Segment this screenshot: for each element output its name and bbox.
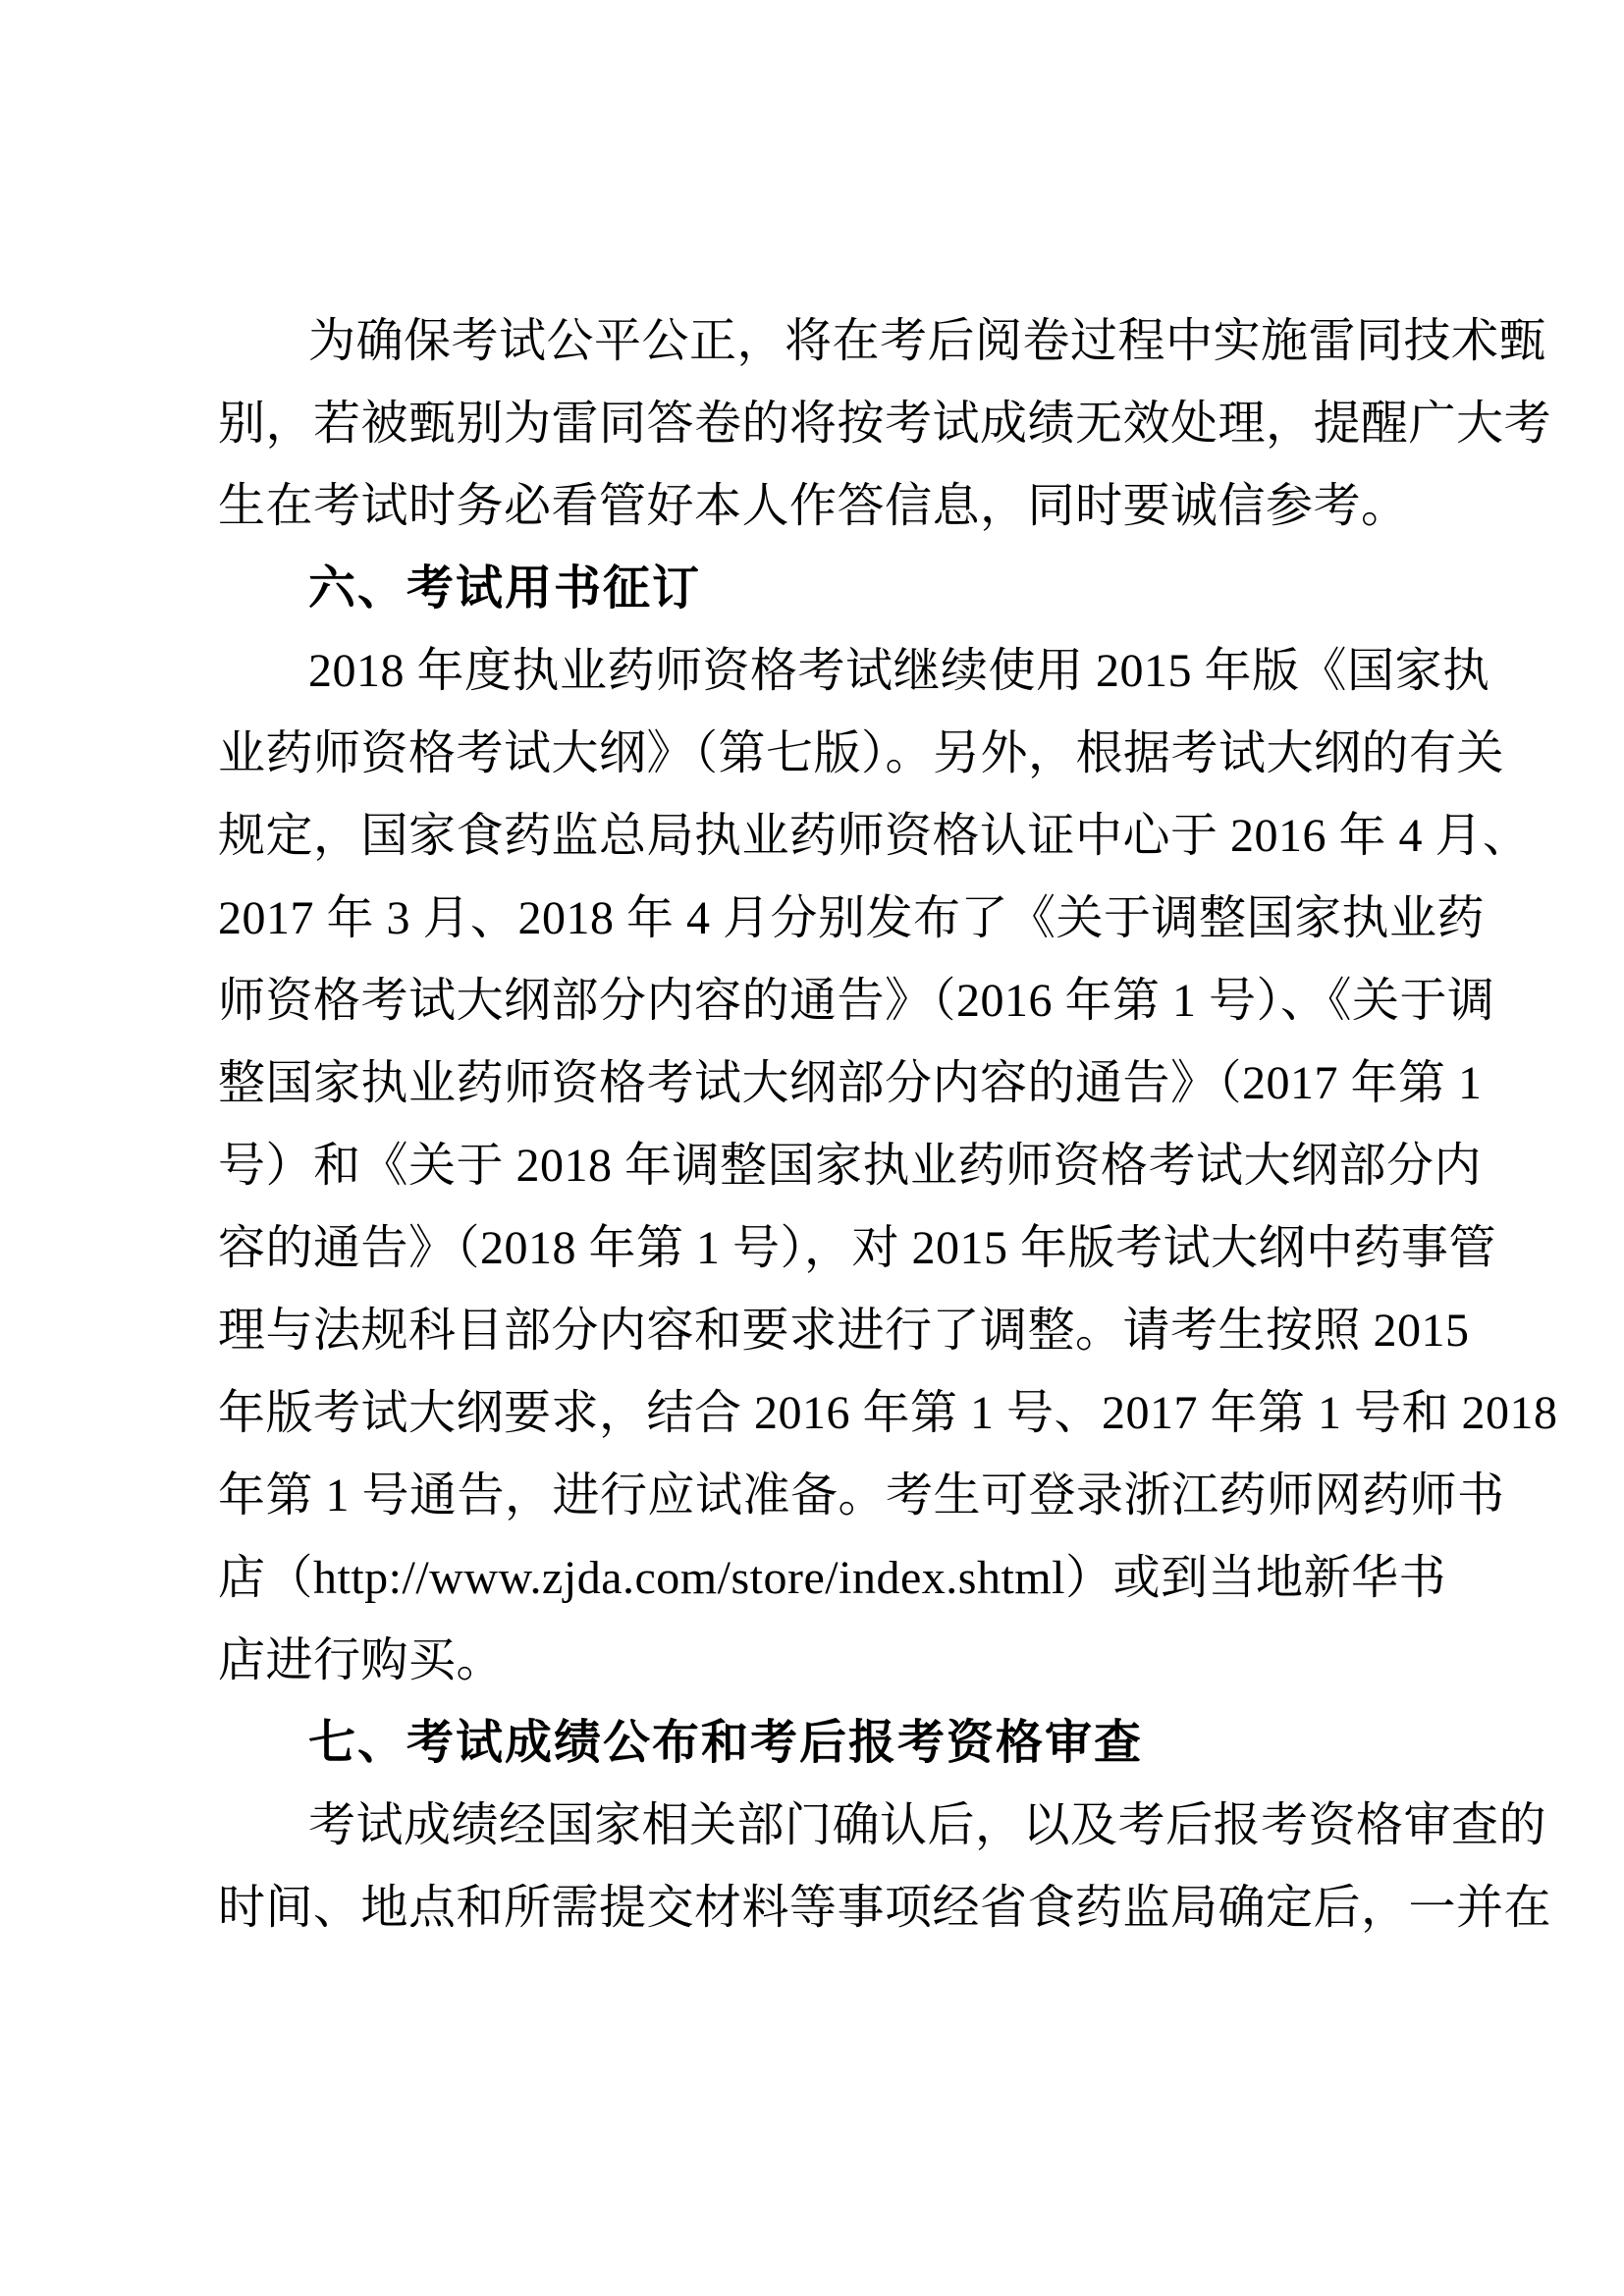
text-line: 生在考试时务必看管好本人作答信息，同时要诚信参考。 bbox=[218, 480, 1409, 532]
text-line: 容的通告》（2018 年第 1 号），对 2015 年版考试大纲中药事管 bbox=[218, 1222, 1497, 1274]
text-line: 师资格考试大纲部分内容的通告》（2016 年第 1 号）、《关于调 bbox=[218, 975, 1495, 1027]
text-line: 为确保考试公平公正，将在考后阅卷过程中实施雷同技术甄 bbox=[308, 315, 1547, 367]
text-line: 号）和《关于 2018 年调整国家执业药师资格考试大纲部分内 bbox=[218, 1140, 1483, 1192]
text-line: 店（http://www.zjda.com/store/index.shtml）或到当地新华书 bbox=[218, 1552, 1446, 1604]
text-line: 2018 年度执业药师资格考试继续使用 2015 年版《国家执 bbox=[308, 645, 1490, 697]
text-line: 别，若被甄别为雷同答卷的将按考试成绩无效处理，提醒广大考 bbox=[218, 398, 1552, 450]
section-heading: 七、考试成绩公布和考后报考资格审查 bbox=[308, 1717, 1144, 1769]
text-line: 业药师资格考试大纲》（第七版）。另外，根据考试大纲的有关 bbox=[218, 727, 1505, 779]
text-line: 理与法规科目部分内容和要求进行了调整。请考生按照 2015 bbox=[218, 1305, 1470, 1357]
text-line: 年版考试大纲要求，结合 2016 年第 1 号、2017 年第 1 号和 2018 bbox=[218, 1387, 1558, 1439]
section-heading: 六、考试用书征订 bbox=[308, 562, 702, 614]
text-line: 考试成绩经国家相关部门确认后，以及考后报考资格审查的 bbox=[308, 1799, 1547, 1851]
text-line: 年第 1 号通告，进行应试准备。考生可登录浙江药师网药师书 bbox=[218, 1469, 1505, 1522]
text-line: 整国家执业药师资格考试大纲部分内容的通告》（2017 年第 1 bbox=[218, 1057, 1483, 1109]
text-line: 店进行购买。 bbox=[218, 1634, 505, 1686]
text-line: 规定，国家食药监总局执业药师资格认证中心于 2016 年 4 月、 bbox=[218, 810, 1531, 862]
document-text-block bbox=[218, 300, 1558, 1949]
text-line: 时间、地点和所需提交材料等事项经省食药监局确定后，一并在 bbox=[218, 1882, 1552, 1934]
text-line: 2017 年 3 月、2018 年 4 月分别发布了《关于调整国家执业药 bbox=[218, 892, 1486, 944]
